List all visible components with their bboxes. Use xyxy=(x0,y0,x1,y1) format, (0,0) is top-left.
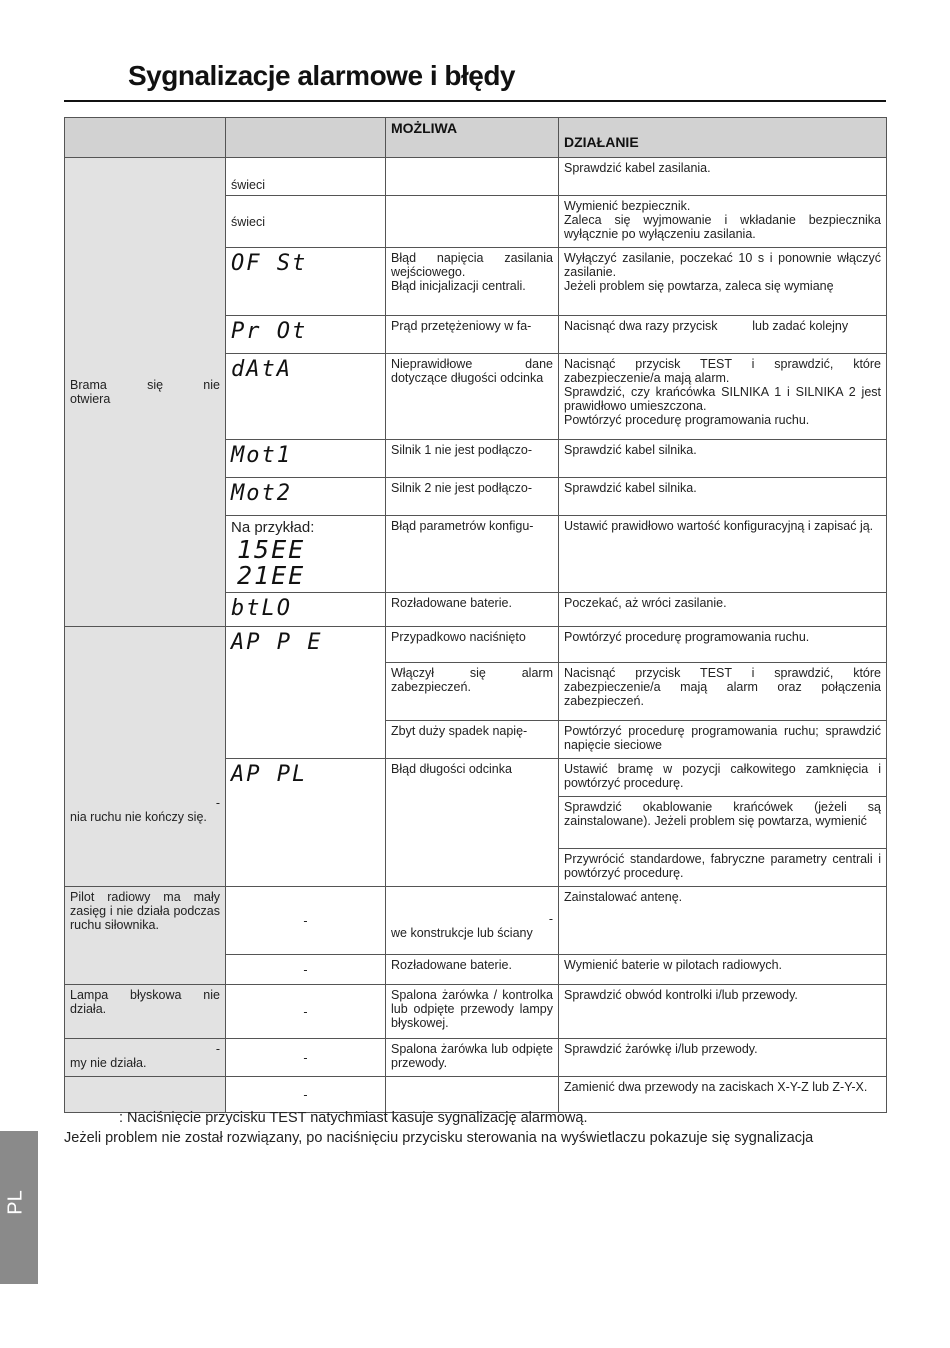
action-cell: Sprawdzić kabel silnika. xyxy=(559,440,887,478)
action-cell: Sprawdzić obwód kontrolki i/lub przewody. xyxy=(559,985,887,1039)
segment-display-code: 15EE 21EE xyxy=(237,535,306,590)
display-cell xyxy=(226,759,386,887)
symptom-cell xyxy=(65,1039,226,1077)
table-row xyxy=(65,1039,887,1077)
display-cell xyxy=(226,354,386,440)
cause-cell xyxy=(386,887,559,955)
table-row xyxy=(65,887,887,955)
table-row xyxy=(65,158,887,196)
footnote-line-1: : Naciśnięcie przycisku TEST natychmiast kasuje sygnalizację alarmową. xyxy=(119,1110,588,1126)
cause-cell: Włączył się alarm zabezpieczeń. xyxy=(386,663,559,721)
symptom-dash: - xyxy=(215,796,220,810)
display-cell xyxy=(226,316,386,354)
action-cell: Zamienić dwa przewody na zaciskach X-Y-Z lub Z-Y-X. xyxy=(559,1077,887,1113)
symptom-label: nia ruchu nie kończy się. xyxy=(70,810,207,824)
cause-cell: Rozładowane baterie. xyxy=(386,955,559,985)
display-cell xyxy=(226,593,386,627)
cause-cell: Błąd napięcia zasilania wejściowego. Błąd inicjalizacji centrali. xyxy=(386,248,559,316)
action-cell: Powtórzyć procedurę programowania ruchu; sprawdzić napięcie sieciowe xyxy=(559,721,887,759)
action-cell: Ustawić prawidłowo wartość konfiguracyjną i zapisać ją. xyxy=(559,516,887,593)
table-header-row xyxy=(65,118,887,158)
symptom-label: Brama się nie otwiera xyxy=(70,378,220,406)
example-label: Na przykład: xyxy=(231,519,315,536)
action-cell: Sprawdzić kabel silnika. xyxy=(559,478,887,516)
action-cell: Nacisnąć dwa razy przycisk lub zadać kolejny xyxy=(559,316,887,354)
display-cell: świeci xyxy=(226,196,386,248)
cause-cell: Silnik 1 nie jest podłączo- xyxy=(386,440,559,478)
symptom-dash: - xyxy=(215,1042,220,1056)
cause-cell xyxy=(386,196,559,248)
display-cell: - xyxy=(226,985,386,1039)
cause-text: we konstrukcje lub ściany xyxy=(391,926,533,940)
action-cell: Wymienić bezpiecznik. Zaleca się wyjmowanie i wkładanie bezpiecznika wyłącznie po wyłączeniu zasilania. xyxy=(559,196,887,248)
display-cell xyxy=(226,440,386,478)
cause-cell: Rozładowane baterie. xyxy=(386,593,559,627)
cause-cell: Prąd przetężeniowy w fa- xyxy=(386,316,559,354)
table-row xyxy=(65,627,887,663)
header-cell: DZIAŁANIE xyxy=(559,118,887,158)
display-cell xyxy=(226,478,386,516)
header-cell xyxy=(226,118,386,158)
cause-cell: Silnik 2 nie jest podłączo- xyxy=(386,478,559,516)
header-cell xyxy=(65,118,226,158)
alarms-table xyxy=(64,117,887,1113)
segment-display-code: OF St xyxy=(231,251,308,276)
action-cell: Zainstalować antenę. xyxy=(559,887,887,955)
action-cell: Poczekać, aż wróci zasilanie. xyxy=(559,593,887,627)
page-title: Sygnalizacje alarmowe i błędy xyxy=(128,60,516,91)
segment-display-code: btLO xyxy=(231,596,292,621)
display-cell xyxy=(226,248,386,316)
action-cell: Sprawdzić kabel zasilania. xyxy=(559,158,887,196)
symptom-cell xyxy=(65,158,226,627)
segment-display-code: AP PL xyxy=(231,762,308,787)
cause-cell: Spalona żarówka lub odpięte przewody. xyxy=(386,1039,559,1077)
segment-display-code: Mot2 xyxy=(231,481,292,506)
cause-cell: Nieprawidłowe dane dotyczące długości odcinka xyxy=(386,354,559,440)
segment-display-code: AP P E xyxy=(231,630,323,655)
action-cell: Sprawdzić okablowanie krańcówek (jeżeli są zainstalowane). Jeżeli problem się powtarza, wymienić xyxy=(559,797,887,849)
language-tab xyxy=(0,1131,38,1284)
symptom-cell: Pilot radiowy ma mały zasięg i nie działa podczas ruchu siłownika. xyxy=(65,887,226,985)
segment-display-code: dAtA xyxy=(231,357,292,382)
footnote-line-2: Jeżeli problem nie został rozwiązany, po naciśnięciu przycisku sterowania na wyświetlaczu pokazuje się sygnalizacja xyxy=(64,1130,814,1146)
action-cell: Ustawić bramę w pozycji całkowitego zamknięcia i powtórzyć procedurę. xyxy=(559,759,887,797)
display-cell xyxy=(226,516,386,593)
cause-cell: Zbyt duży spadek napię- xyxy=(386,721,559,759)
display-cell: - xyxy=(226,887,386,955)
symptom-cell: Lampa błyskowa nie działa. xyxy=(65,985,226,1039)
display-cell: - xyxy=(226,1077,386,1113)
title-divider xyxy=(64,100,886,102)
action-cell: Powtórzyć procedurę programowania ruchu. xyxy=(559,627,887,663)
segment-display-code: Pr Ot xyxy=(231,319,308,344)
cause-cell: Błąd parametrów konfigu- xyxy=(386,516,559,593)
cause-cell xyxy=(386,158,559,196)
table-row xyxy=(65,985,887,1039)
language-tab-label: PL xyxy=(4,1190,27,1215)
action-cell: Sprawdzić żarówkę i/lub przewody. xyxy=(559,1039,887,1077)
cause-cell: Przypadkowo naciśnięto xyxy=(386,627,559,663)
display-cell xyxy=(226,627,386,759)
action-cell: Wyłączyć zasilanie, poczekać 10 s i ponownie włączyć zasilanie. Jeżeli problem się powtarza, zaleca się wymianę xyxy=(559,248,887,316)
cause-cell: Spalona żarówka / kontrolka lub odpięte przewody lampy błyskowej. xyxy=(386,985,559,1039)
display-cell: - xyxy=(226,1039,386,1077)
footnote xyxy=(64,1108,894,1148)
action-cell: Nacisnąć przycisk TEST i sprawdzić, które zabezpieczenie/a mają alarm oraz połączenia zabezpieczeń. xyxy=(559,663,887,721)
display-cell: - xyxy=(226,955,386,985)
action-cell: Nacisnąć przycisk TEST i sprawdzić, które zabezpieczenie/a mają alarm. Sprawdzić, czy krańcówka SILNIKA 1 i SILNIKA 2 jest prawidłowo umieszczona. Powtórzyć procedurę programowania ruchu. xyxy=(559,354,887,440)
symptom-cell xyxy=(65,627,226,887)
action-cell: Przywrócić standardowe, fabryczne parametry centrali i powtórzyć procedurę. xyxy=(559,849,887,887)
display-cell: świeci xyxy=(226,158,386,196)
segment-display-code: Mot1 xyxy=(231,443,292,468)
header-cell: MOŻLIWA xyxy=(386,118,559,158)
symptom-label: my nie działa. xyxy=(70,1056,147,1070)
cause-dash: - xyxy=(548,912,553,926)
action-cell: Wymienić baterie w pilotach radiowych. xyxy=(559,955,887,985)
cause-cell: Błąd długości odcinka xyxy=(386,759,559,887)
